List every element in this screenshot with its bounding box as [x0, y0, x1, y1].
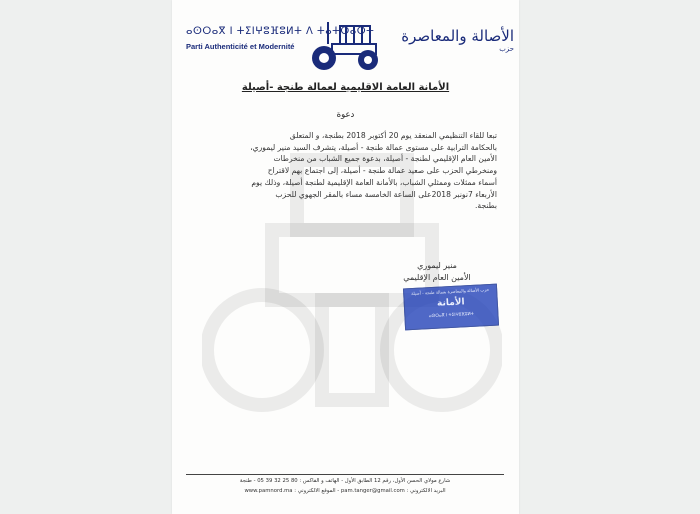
arabic-party-name: الأصالة والمعاصرة — [401, 27, 514, 45]
official-stamp — [403, 284, 499, 331]
footer-address: شارع مولاي الحسن الأول، رقم 12 الطابق الأول - الهاتف و الفاكس : 80 25 32 39 05 - طنجة — [239, 478, 451, 484]
document-subtitle: دعوة — [336, 110, 355, 120]
body-line: بالحكامة الترابية على مستوى عمالة طنجة - أصيلة، يتشرف السيد منير ليموري، — [250, 142, 497, 152]
signer-name: منير ليموري — [417, 261, 457, 270]
header-left — [186, 26, 375, 51]
footer-contact: البريد الالكتروني : pam.tanger@gmail.com - الموقع الالكتروني : www.pamnord.ma — [244, 488, 446, 494]
stamp-center-text: الأمانة — [436, 297, 465, 309]
tractor-logo-icon — [310, 20, 382, 72]
document-title: الأمانة العامة الاقليمية لعمالة طنجة -أصيلة — [241, 82, 450, 93]
arabic-party-label: حزب — [499, 45, 514, 53]
signer-role: الأمين العام الإقليمي — [403, 273, 471, 282]
body-line: الأمين العام الإقليمي لطنجة - أصيلة، بدعوة جميع الشباب من منخرطات — [273, 154, 497, 164]
footer-divider — [186, 474, 504, 475]
body-line: ومنخرطي الحزب على صعيد عمالة طنجة - أصيلة، إلى اجتماع بهم لاقتراح — [267, 166, 497, 176]
body-line: تبعا للقاء التنظيمي المنعقد يوم 20 أكتوبر 2018 بطنجة، و المتعلق — [289, 131, 497, 140]
french-party-name: Parti Authenticité et Modernité — [186, 42, 295, 51]
body-line: بطنجة. — [474, 201, 497, 211]
body-line: الأربعاء 7نونبر 2018على الساعة الخامسة مساء بالمقر الجهوي للحزب — [275, 189, 497, 199]
stamp-header-text: حزب الأصالة والمعاصرة بعمالة طنجة - أصيلة — [411, 286, 490, 297]
letter-page — [172, 0, 519, 514]
tifinagh-party-name: ⴰⵙⵔⴰⴳ ⵏ ⵜⵉⵏⵖⵓⴼⵓⵍⵜ ⴷ ⵜⴰⵜⵔⴰⵔⵜ — [186, 26, 375, 37]
letter-body — [194, 130, 497, 212]
stamp-footer-text: ⴰⵙⵔⴰⴳ ⵏ ⵜⵉⵏⵖⵓⴼⵓⵍⵜ — [428, 310, 475, 319]
header-right — [384, 26, 514, 64]
body-line: أسماء ممثلات وممثلي الشباب، بالأمانة العامة الإقليمية لطنجة أصيلة، وذلك يوم — [251, 177, 497, 187]
signature-block — [372, 260, 502, 284]
